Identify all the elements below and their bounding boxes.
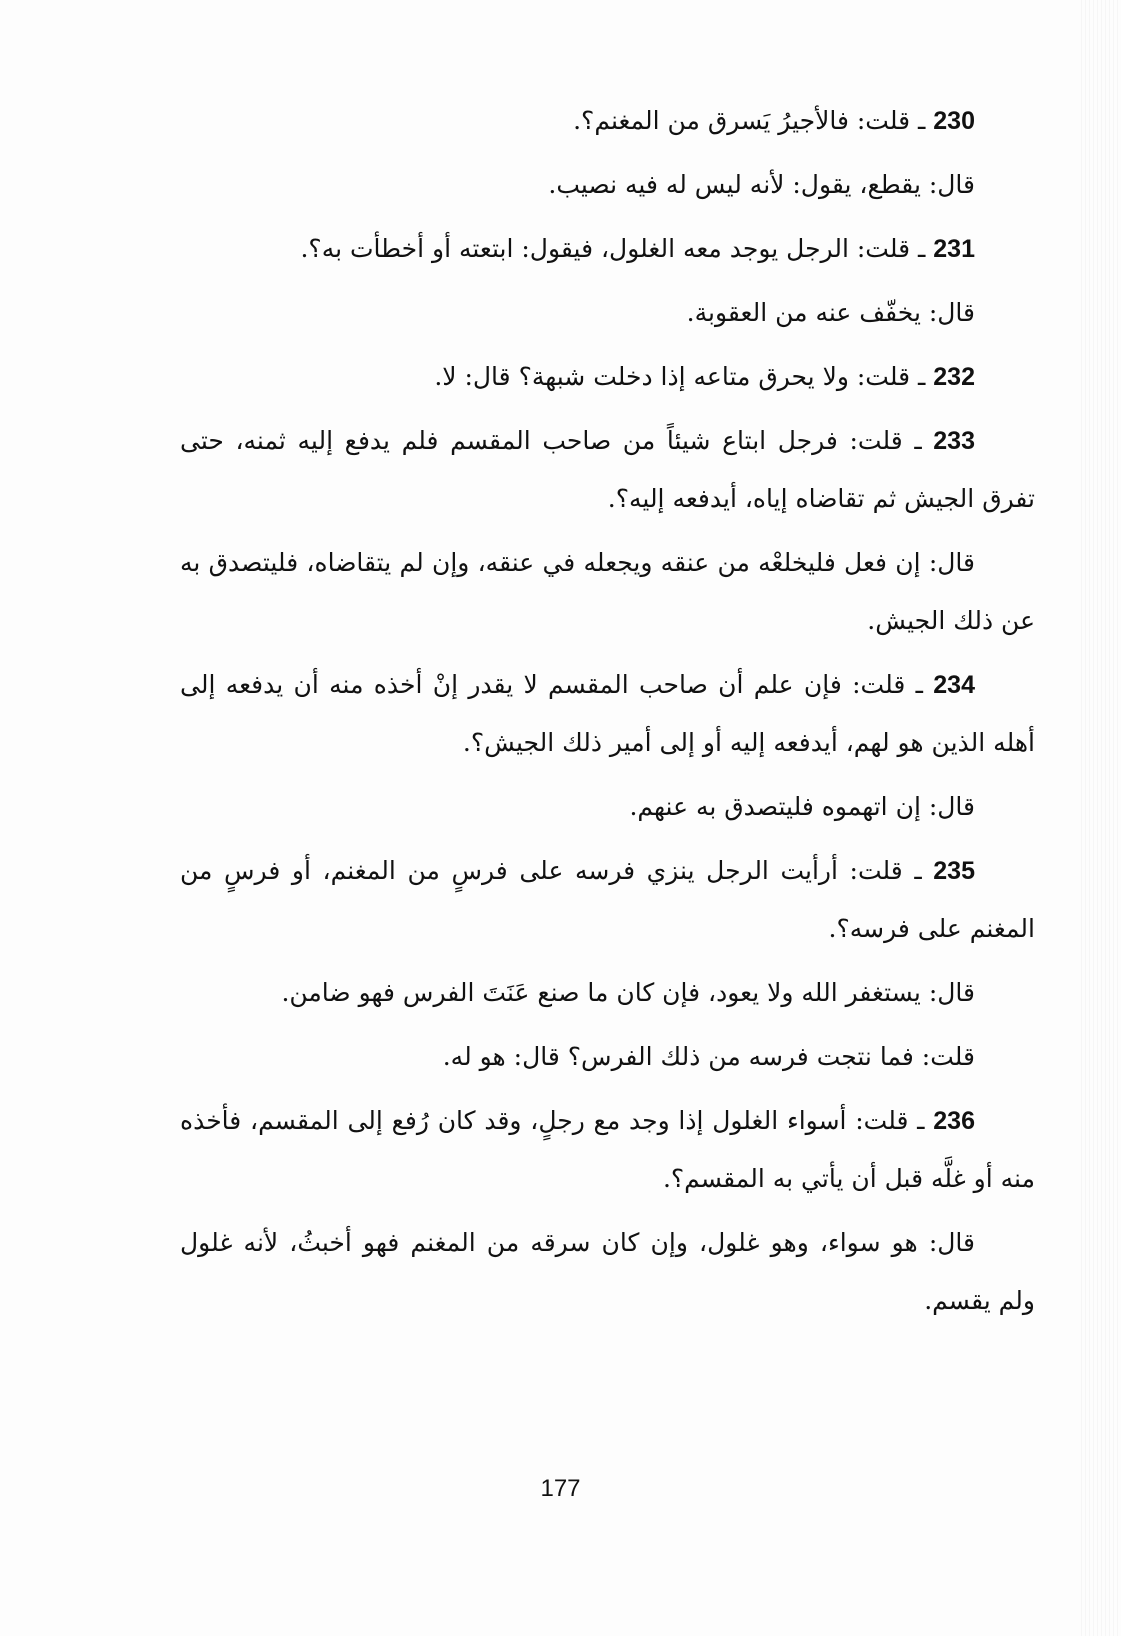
paragraph-232	[180, 348, 1035, 406]
paragraph-233-question	[180, 412, 1035, 528]
paragraph-234-question	[180, 656, 1035, 772]
paragraph-text: ـ قلت: أسواء الغلول إذا وجد مع رجلٍ، وقد كان رُفع إلى المقسم، فأخذه منه أو غلَّه قبل أن يأتي به المقسم؟.	[180, 1106, 1035, 1193]
entry-number: 232	[933, 363, 975, 391]
paragraph-236-answer	[180, 1214, 1035, 1330]
paragraph-230-question	[180, 92, 1035, 150]
entry-number: 233	[933, 427, 975, 455]
paragraph-230-answer	[180, 156, 1035, 214]
paragraph-236-question	[180, 1092, 1035, 1208]
paragraph-234-answer	[180, 778, 1035, 836]
page-number: 177	[540, 1475, 581, 1502]
entry-number: 230	[933, 107, 975, 135]
paragraph-text: قال: إن فعل فليخلعْه من عنقه ويجعله في عنقه، وإن لم يتقاضاه، فليتصدق به عن ذلك الجيش.	[180, 548, 1035, 635]
scan-edge-noise	[1081, 0, 1121, 1636]
paragraph-text: قال: إن اتهموه فليتصدق به عنهم.	[629, 792, 975, 821]
paragraph-235-question	[180, 842, 1035, 958]
paragraph-text: ـ قلت: ولا يحرق متاعه إذا دخلت شبهة؟ قال: لا.	[434, 362, 934, 391]
paragraph-235-answer	[180, 964, 1035, 1022]
paragraph-text: ـ قلت: فرجل ابتاع شيئاً من صاحب المقسم فلم يدفع إليه ثمنه، حتى تفرق الجيش ثم تقاضاه إياه، أيدفعه إليه؟.	[180, 426, 1035, 513]
paragraph-text: ـ قلت: فالأجيرُ يَسرق من المغنم؟.	[573, 106, 934, 135]
paragraph-text: قال: يستغفر الله ولا يعود، فإن كان ما صنع عَنَتَ الفرس فهو ضامن.	[281, 978, 975, 1007]
paragraph-231-answer	[180, 284, 1035, 342]
paragraph-235-followup	[180, 1028, 1035, 1086]
entry-number: 235	[933, 857, 975, 885]
paragraph-text: ـ قلت: الرجل يوجد معه الغلول، فيقول: ابتعته أو أخطأت به؟.	[300, 234, 934, 263]
paragraph-text: قلت: فما نتجت فرسه من ذلك الفرس؟ قال: هو له.	[442, 1042, 975, 1071]
paragraph-text: قال: يقطع، يقول: لأنه ليس له فيه نصيب.	[548, 170, 975, 199]
page-body	[180, 92, 1035, 1336]
paragraph-text: ـ قلت: أرأيت الرجل ينزي فرسه على فرسٍ من المغنم، أو فرسٍ من المغنم على فرسه؟.	[180, 856, 1035, 943]
paragraph-231-question	[180, 220, 1035, 278]
entry-number: 236	[933, 1107, 975, 1135]
paragraph-233-answer	[180, 534, 1035, 650]
paragraph-text: قال: يخفّف عنه من العقوبة.	[686, 298, 975, 327]
entry-number: 234	[933, 671, 975, 699]
paragraph-text: قال: هو سواء، وهو غلول، وإن كان سرقه من المغنم فهو أخبثُ، لأنه غلول ولم يقسم.	[180, 1228, 1035, 1315]
entry-number: 231	[933, 235, 975, 263]
paragraph-text: ـ قلت: فإن علم أن صاحب المقسم لا يقدر إنْ أخذه منه أن يدفعه إلى أهله الذين هو لهم، أيدفعه إليه أو إلى أمير ذلك الجيش؟.	[180, 670, 1035, 757]
